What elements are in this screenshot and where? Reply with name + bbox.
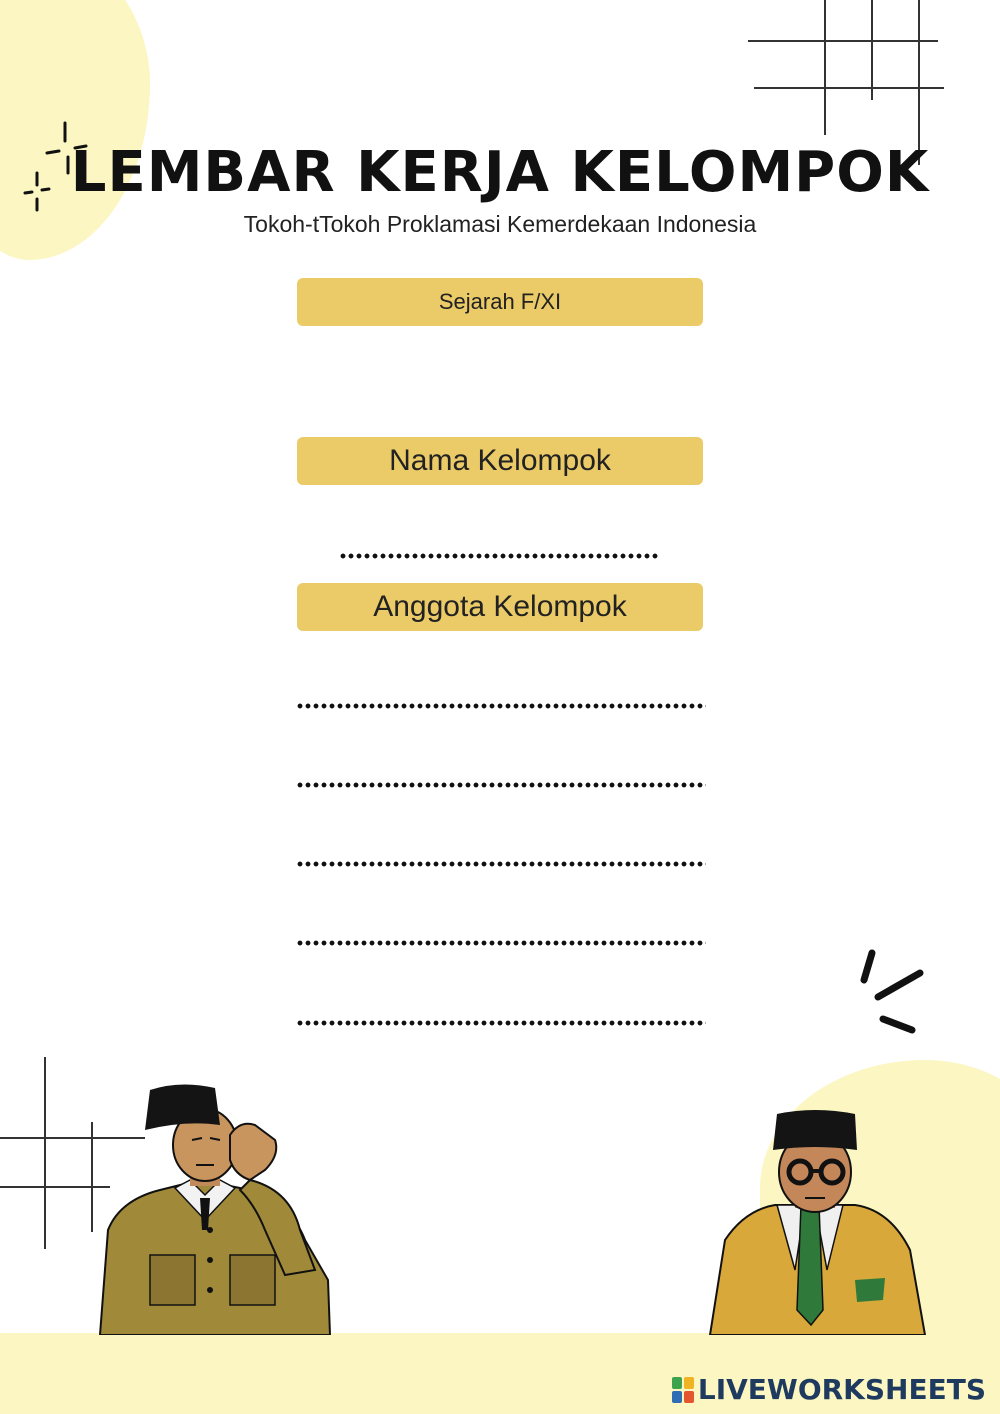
figure-with-glasses-illustration xyxy=(705,1110,930,1335)
course-label: Sejarah F/XI xyxy=(438,289,562,314)
member-input-line[interactable] xyxy=(296,703,706,709)
brand-name: LIVEWORKSHEETS xyxy=(697,1373,986,1406)
course-label-pill xyxy=(297,278,703,326)
liveworksheets-logo-icon xyxy=(672,1377,694,1403)
group-name-input-line[interactable] xyxy=(339,553,659,559)
page-subtitle: Tokoh-tTokoh Proklamasi Kemerdekaan Indonesia xyxy=(243,211,757,237)
member-input-line[interactable] xyxy=(296,1020,706,1026)
liveworksheets-logo xyxy=(672,1373,986,1406)
members-heading: Anggota Kelompok xyxy=(373,590,627,623)
emphasis-strokes-icon xyxy=(850,945,930,1040)
group-name-heading: Nama Kelompok xyxy=(389,444,611,477)
member-input-line[interactable] xyxy=(296,940,706,946)
group-name-heading-pill xyxy=(297,437,703,485)
page-title: LEMBAR KERJA KELOMPOK xyxy=(70,140,930,205)
saluting-figure-illustration xyxy=(90,1080,335,1335)
member-input-line[interactable] xyxy=(296,861,706,867)
members-heading-pill xyxy=(297,583,703,631)
member-input-line[interactable] xyxy=(296,782,706,788)
